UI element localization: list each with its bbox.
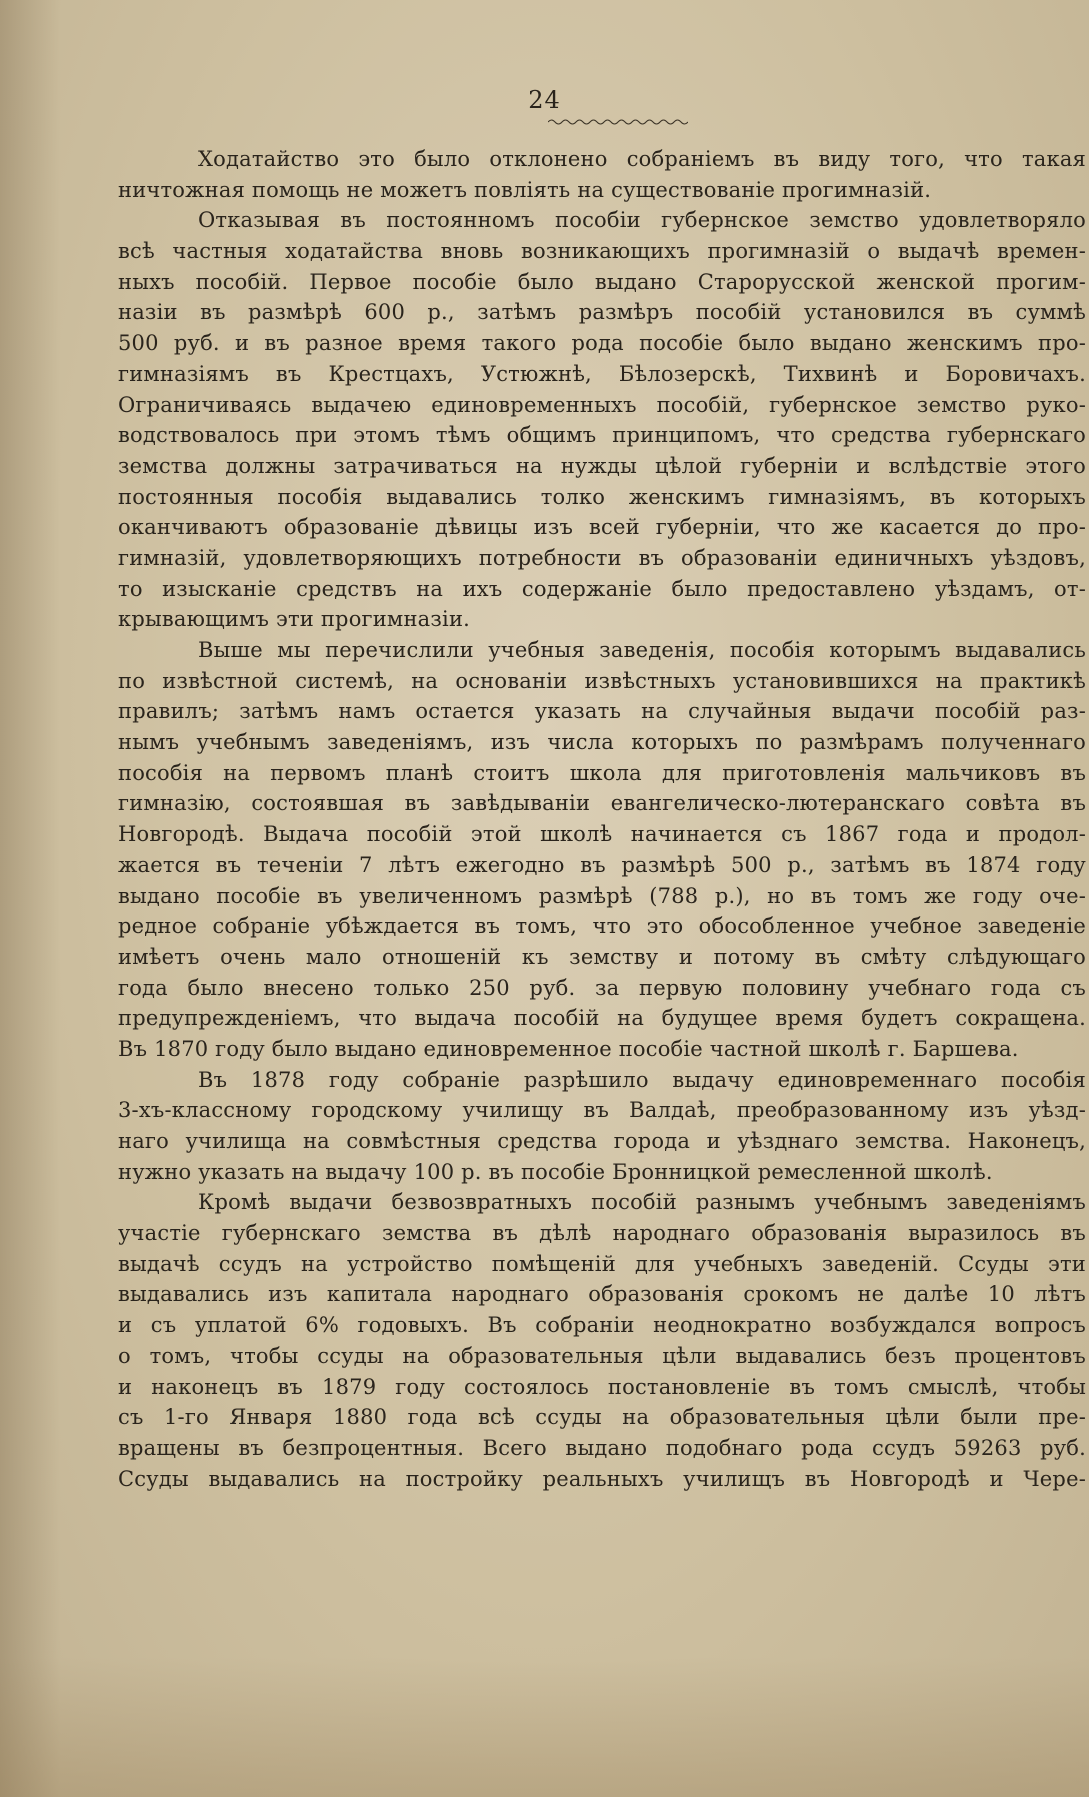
text-line: оканчиваютъ образованіе дѣвицы изъ всей губерніи, что же касается до про- (118, 515, 1086, 540)
text-line: постоянныя пособія выдавались толко женскимъ гимназіямъ, въ которыхъ (118, 484, 1086, 509)
text-line: Въ 1878 году собраніе разрѣшило выдачу единовременнаго пособія (198, 1067, 1086, 1092)
text-line: правилъ; затѣмъ намъ остается указать на случайныя выдачи пособій раз- (118, 699, 1086, 724)
text-line: земства должны затрачиваться на нужды цѣлой губерніи и вслѣдствіе этого (118, 453, 1086, 478)
text-line: Выше мы перечислили учебныя заведенія, пособія которымъ выдавались (198, 638, 1086, 662)
text-line: наго училища на совмѣстныя средства города и уѣзднаго земства. Наконецъ, (118, 1129, 1086, 1153)
page-number-ornament (548, 118, 688, 126)
text-line: всѣ частныя ходатайства вновь возникающихъ прогимназій о выдачѣ времен- (118, 239, 1086, 264)
text-line: участіе губернскаго земства въ дѣлѣ народнаго образованія выразилось въ (118, 1221, 1086, 1246)
text-line: ничтожная помощь не можетъ повліять на существованіе прогимназій. (118, 177, 932, 202)
text-line: гимназій, удовлетворяющихъ потребности въ образованіи единичныхъ уѣздовъ, (118, 545, 1086, 570)
text-line: предупрежденіемъ, что выдача пособій на будущее время будетъ сокращена. (118, 1006, 1086, 1031)
text-line: то изысканіе средствъ на ихъ содержаніе было предоставлено уѣздамъ, от- (118, 576, 1086, 601)
body-text (118, 144, 1086, 1494)
text-line: года было внесено только 250 руб. за первую половину учебнаго года съ (118, 975, 1086, 1000)
text-line: Ходатайство это было отклонено собраніемъ въ виду того, что такая (198, 147, 1086, 171)
text-line: выдачѣ ссудъ на устройство помѣщеній для учебныхъ заведеній. Ссуды эти (118, 1251, 1086, 1276)
text-line: и съ уплатой 6% годовыхъ. Въ собраніи неоднократно возбуждался вопросъ (118, 1313, 1086, 1338)
text-line: жается въ теченіи 7 лѣтъ ежегодно въ размѣрѣ 500 р., затѣмъ въ 1874 году (118, 852, 1086, 877)
text-line: гимназіямъ въ Крестцахъ, Устюжнѣ, Бѣлозерскѣ, Тихвинѣ и Боровичахъ. (118, 361, 1086, 386)
text-line: назіи въ размѣрѣ 600 р., затѣмъ размѣръ пособій установился въ суммѣ (118, 300, 1086, 325)
text-line: Кромѣ выдачи безвозвратныхъ пособій разнымъ учебнымъ заведеніямъ (198, 1190, 1086, 1215)
text-line: 3-хъ-классному городскому училищу въ Валдаѣ, преобразованному изъ уѣзд- (118, 1098, 1086, 1123)
text-line: о томъ, чтобы ссуды на образовательныя цѣли выдавались безъ процентовъ (118, 1343, 1086, 1368)
text-line: водствовалось при этомъ тѣмъ общимъ принципомъ, что средства губернскаго (118, 423, 1086, 448)
page-number: 24 (528, 86, 561, 114)
text-line: нымъ учебнымъ заведеніямъ, изъ числа которыхъ по размѣрамъ полученнаго (118, 730, 1086, 755)
text-line: и наконецъ въ 1879 году состоялось постановленіе въ томъ смыслѣ, чтобы (118, 1374, 1086, 1399)
text-line: пособія на первомъ планѣ стоитъ школа для приготовленія мальчиковъ въ (118, 760, 1086, 785)
binding-shadow (0, 0, 60, 1797)
text-line: Ограничиваясь выдачею единовременныхъ пособій, губернское земство руко- (118, 392, 1086, 417)
text-line: гимназію, состоявшая въ завѣдываніи евангелическо-лютеранскаго совѣта въ (118, 791, 1086, 816)
text-line: ныхъ пособій. Первое пособіе было выдано Старорусской женской прогим- (118, 269, 1086, 294)
text-line: редное собраніе убѣждается въ томъ, что это обособленное учебное заведеніе (118, 914, 1086, 939)
text-line: вращены въ безпроцентныя. Всего выдано подобнаго рода ссудъ 59263 руб. (118, 1435, 1086, 1460)
text-line: по извѣстной системѣ, на основаніи извѣстныхъ установившихся на практикѣ (118, 668, 1086, 693)
text-line: выдано пособіе въ увеличенномъ размѣрѣ (788 р.), но въ томъ же году оче- (118, 883, 1086, 908)
text-line: съ 1-го Января 1880 года всѣ ссуды на образовательныя цѣли были пре- (118, 1405, 1086, 1430)
text-line: Отказывая въ постоянномъ пособіи губернское земство удовлетворяло (198, 208, 1086, 233)
text-line: нужно указать на выдачу 100 р. въ пособіе Бронницкой ремесленной школѣ. (118, 1159, 993, 1184)
text-line: крывающимъ эти прогимназіи. (118, 607, 471, 632)
text-line: Ссуды выдавались на постройку реальныхъ училищъ въ Новгородѣ и Чере- (118, 1466, 1086, 1491)
paper-stain (0, 1657, 1089, 1797)
text-line: выдавались изъ капитала народнаго образованія срокомъ не далѣе 10 лѣтъ (118, 1282, 1086, 1307)
text-line: 500 руб. и въ разное время такого рода пособіе было выдано женскимъ про- (118, 331, 1086, 356)
text-line: имѣетъ очень мало отношеній къ земству и потому въ смѣту слѣдующаго (118, 944, 1086, 969)
text-line: Новгородѣ. Выдача пособій этой школѣ начинается съ 1867 года и продол- (118, 822, 1086, 847)
text-line: Въ 1870 году было выдано единовременное пособіе частной школѣ г. Баршева. (118, 1036, 1019, 1061)
